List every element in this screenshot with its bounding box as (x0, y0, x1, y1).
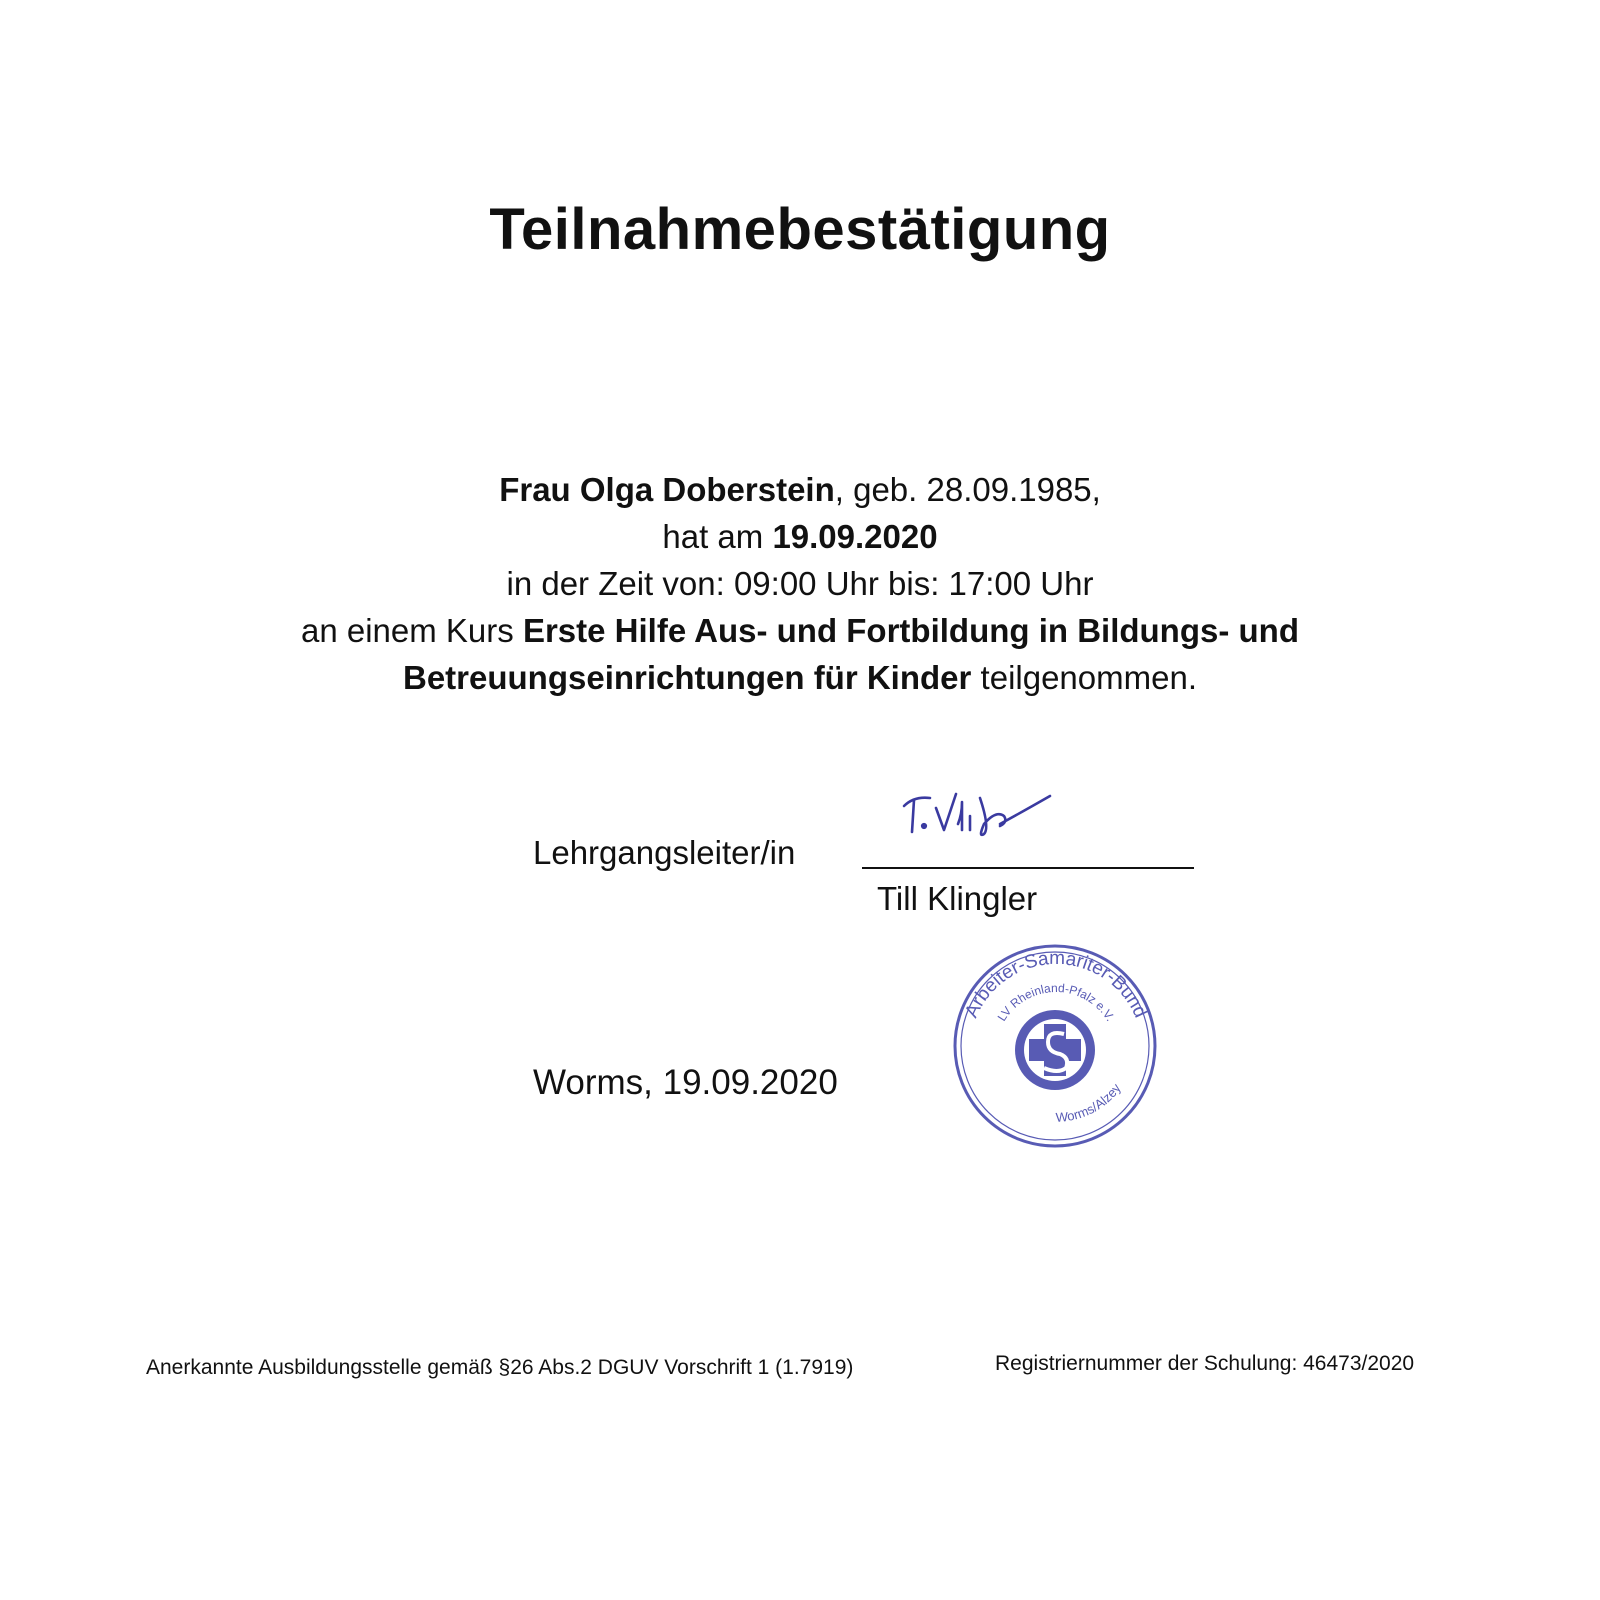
course-prefix: an einem Kurs (301, 612, 523, 649)
participant-name: Frau Olga Doberstein (499, 471, 835, 508)
course-name-part2: Betreuungseinrichtungen für Kinder (403, 659, 972, 696)
stamp-inner-text: LV Rheinland-Pfalz e.V. (994, 980, 1118, 1024)
organization-stamp (948, 940, 1162, 1152)
place-and-date: Worms, 19.09.2020 (533, 1063, 838, 1102)
course-line-2 (200, 654, 1400, 701)
stamp-bottom-text: Worms/Alzey (1055, 1080, 1124, 1125)
samaritan-cross-icon (1015, 1010, 1095, 1090)
document-title: Teilnahmebestätigung (489, 197, 1111, 262)
time-line: in der Zeit von: 09:00 Uhr bis: 17:00 Uhr (506, 565, 1094, 602)
certificate-body (200, 466, 1400, 701)
course-suffix: teilgenommen. (971, 659, 1197, 696)
participant-line (200, 466, 1400, 513)
course-name-part1: Erste Hilfe Aus- und Fortbildung in Bildungs- und (522, 612, 1299, 649)
course-line-1 (200, 607, 1400, 654)
signature-line (862, 867, 1194, 869)
course-date: 19.09.2020 (772, 518, 938, 555)
date-prefix: hat am (662, 518, 773, 555)
handwritten-signature (900, 788, 1060, 858)
accreditation-note: Anerkannte Ausbildungsstelle gemäß §26 Abs.2 DGUV Vorschrift 1 (1.7919) (146, 1356, 854, 1379)
instructor-label: Lehrgangsleiter/in (533, 834, 796, 871)
registration-number: Registriernummer der Schulung: 46473/2020 (995, 1352, 1415, 1375)
birth-date: , geb. 28.09.1985, (834, 471, 1101, 508)
date-line (200, 513, 1400, 560)
stamp-outer-text: Arbeiter-Samariter-Bund (961, 947, 1151, 1021)
instructor-name: Till Klingler (877, 880, 1038, 917)
